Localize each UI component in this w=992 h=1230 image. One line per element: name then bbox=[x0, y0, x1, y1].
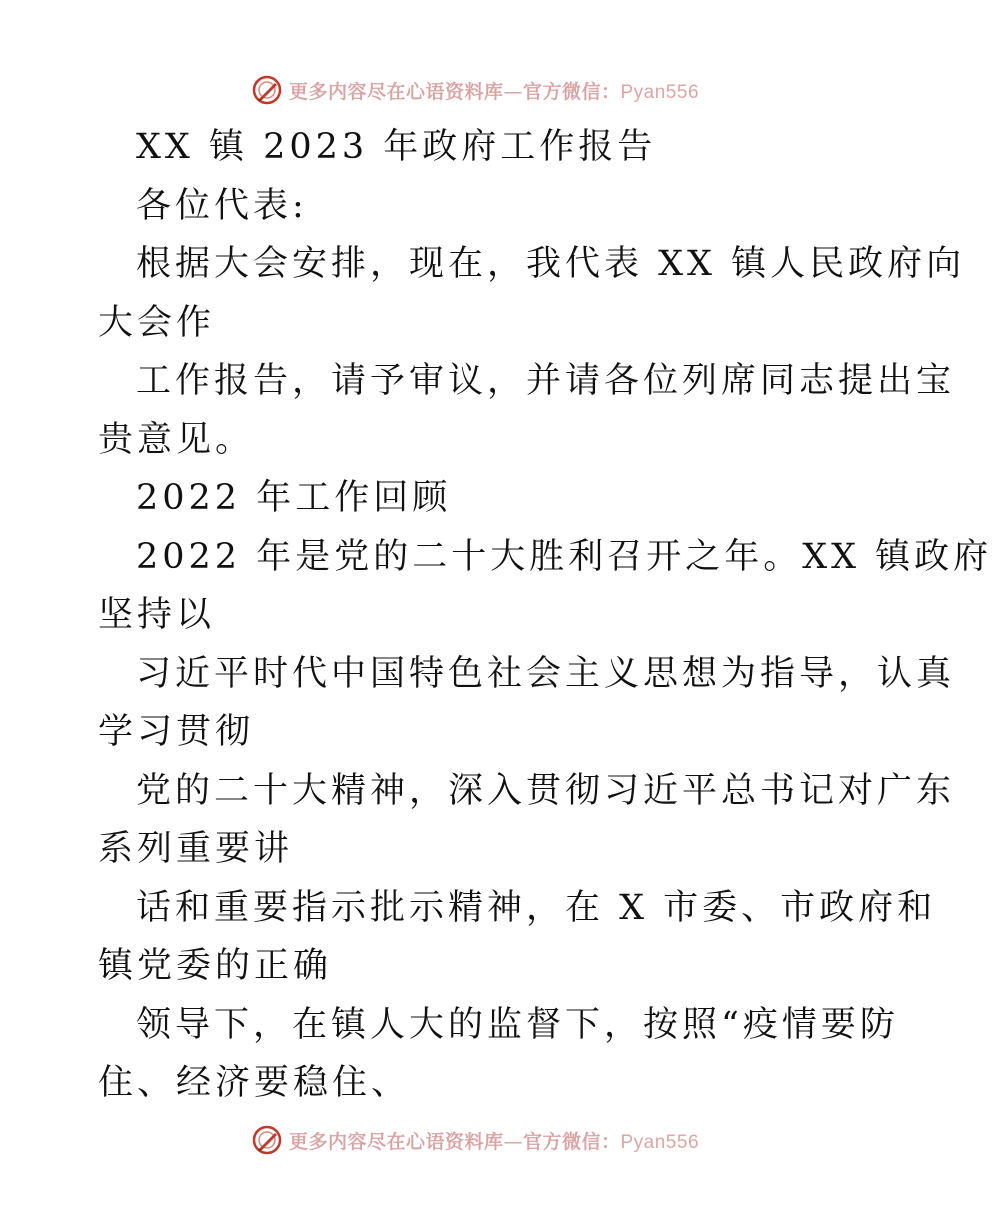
footer-watermark bbox=[0, 1120, 950, 1160]
watermark-wechat-id: Pyan556 bbox=[620, 81, 700, 103]
watermark-wechat-label: 官方微信： bbox=[522, 1130, 621, 1153]
document-line: 系列重要讲 bbox=[98, 829, 294, 869]
watermark-wechat-label: 官方微信： bbox=[522, 80, 621, 103]
document-line: 贵意见。 bbox=[98, 419, 255, 460]
document-line: 各位代表: bbox=[136, 185, 308, 226]
document-line: XX 镇 2023 年政府工作报告 bbox=[136, 127, 657, 167]
document-line: 习近平时代中国特色社会主义思想为指导，认真 bbox=[136, 653, 956, 694]
watermark-main: 更多内容尽在心语资料库 bbox=[288, 1130, 504, 1153]
watermark-main: 更多内容尽在心语资料库 bbox=[288, 80, 504, 103]
document-line: 坚持以 bbox=[98, 595, 216, 635]
document-line: 住、经济要稳住、 bbox=[98, 1063, 411, 1103]
document-line: 领导下，在镇人大的监督下，按照“疫情要防 bbox=[136, 1004, 899, 1045]
document-line: 大会作 bbox=[98, 302, 216, 343]
brand-logo-icon bbox=[251, 74, 283, 106]
document-body bbox=[98, 118, 992, 1113]
document-line: 工作报告，请予审议，并请各位列席同志提出宝 bbox=[136, 361, 956, 401]
document-line: 2022 年工作回顾 bbox=[136, 478, 452, 518]
watermark-wechat-id: Pyan556 bbox=[620, 1131, 700, 1153]
document-line: 镇党委的正确 bbox=[98, 946, 333, 986]
document-line: 党的二十大精神，深入贯彻习近平总书记对广东 bbox=[136, 770, 956, 811]
document-line: 根据大会安排，现在，我代表 XX 镇人民政府向 bbox=[136, 244, 966, 284]
watermark-dash: — bbox=[503, 1130, 523, 1153]
header-watermark bbox=[0, 70, 950, 110]
watermark-text bbox=[289, 77, 699, 104]
brand-logo-icon bbox=[251, 1124, 283, 1156]
document-line: 话和重要指示批示精神，在 X 市委、市政府和 bbox=[136, 887, 937, 928]
document-line: 学习贯彻 bbox=[98, 712, 255, 752]
watermark-text bbox=[289, 1127, 699, 1154]
watermark-dash: — bbox=[503, 80, 523, 103]
document-line: 2022 年是党的二十大胜利召开之年。XX 镇政府 bbox=[136, 536, 992, 577]
